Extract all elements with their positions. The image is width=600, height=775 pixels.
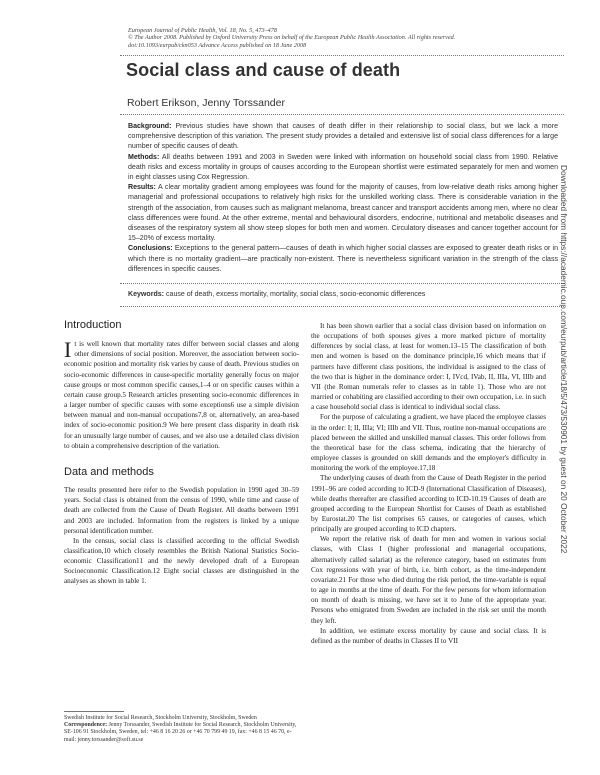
abstract-background [128, 122, 558, 153]
keywords-text: cause of death, excess mortality, mortality, social class, socio-economic differences [166, 291, 426, 298]
methods-text: All deaths between 1991 and 2003 in Sweden were linked with information on household social class from 1990. Relative death risks and excess mortality in groups of causes according to the European shortlist were estimated separately for men and women in eight classes using Cox Regression. [128, 153, 558, 182]
introduction-heading: Introduction [64, 319, 122, 331]
copyright-line: © The Author 2008. Published by Oxford University Press on behalf of the European Public Health Association. All rights reserved. [128, 34, 456, 42]
abstract-results [128, 183, 558, 244]
data-methods-heading: Data and methods [64, 465, 154, 478]
abstract-top-divider [120, 114, 564, 115]
affiliation: Swedish Institute for Social Research, Stockholm University, Stockholm, Sweden [64, 715, 257, 721]
abstract [128, 122, 558, 275]
conclusions-label: Conclusions: [128, 245, 173, 253]
background-label: Background: [128, 123, 172, 130]
keywords-bottom-divider [120, 306, 564, 307]
data-paragraph-2: In the census, social class is classified according to the official Swedish classification,10 which closely resembles the British National Statistics Socio-economic Classification11 and the newly developed draft of a European Socioeconomic Classification.12 Eight social classes are distinguished in the analyses as shown in table 1. [64, 536, 299, 586]
right-paragraph-4: We report the relative risk of death for men and women in various social classes, with Class I (higher professional and managerial occupations, alternatively called salariat) as the reference category, based on estimates from Cox regressions with year of birth, i.e. birth cohort, as the time-independent covariate.21 For those who died during the risk period, the time-variable is equal to age in months at the time of death. For the few persons for whom information on month of death is missing, we have set it to June of the appropriate year. Persons who emigrated from Sweden are included in the risk set until the month they left. [311, 535, 546, 625]
dropcap: I [64, 337, 72, 363]
correspondence [64, 722, 299, 744]
methods-label: Methods: [128, 153, 160, 161]
abstract-methods [128, 153, 558, 184]
keywords [128, 291, 558, 298]
correspondence-text: Jenny Torssander, Swedish Institute for Social Research, Stockholm University, SE-106 91 Stockholm, Sweden, tel: +46 8 16 20 26 or +46 70 799 49 19, fax: +46 8 15 46 70, e-mail: jenny.torssander@sofi.su.se [64, 722, 297, 743]
footnote [64, 711, 299, 744]
left-column [64, 320, 299, 587]
article-authors: Robert Erikson, Jenny Torssander [127, 97, 285, 109]
journal-line: European Journal of Public Health, Vol. 18, No. 5, 473–478 [128, 27, 277, 34]
download-watermark: Downloaded from https://academic.oup.com/eurpub/article/18/5/473/530901 by guest on 20 October 2022 [559, 165, 569, 554]
introduction-paragraph [64, 339, 299, 451]
results-label: Results: [128, 184, 156, 192]
right-column [311, 321, 546, 646]
background-text: Previous studies have shown that causes of death differ in their relationship to social class, but we lack a more comprehensive description of this variation. The present study provides a detailed and extensive list of social class differences for a large number of specific causes of death. [128, 123, 558, 151]
right-paragraph-1: It has been shown earlier that a social class division based on information on the occupations of both spouses gives a more marked picture of mortality differences by social class, at least for women.13–15 The classification of both men and women is based on the dominance principle,16 which means that if partners have different class positions, the individual is assigned to the class of the two that is higher in the dominance order: I, IVcd, IVab, II, IIIa, VI, IIIb and VII (the Roman numerals refer to classes as in table 1). Those who are not married or cohabiting are classified according to their own occupation, i.e. in such a case household social class is identical to individual social class. [311, 322, 546, 412]
correspondence-label: Correspondence: [64, 722, 108, 729]
journal-header [128, 27, 558, 49]
article-title: Social class and cause of death [126, 60, 401, 80]
keywords-top-divider [120, 283, 564, 284]
right-paragraph-5: In addition, we estimate excess mortality by cause and social class. It is defined as the number of deaths in Classes II to VII [311, 626, 546, 645]
conclusions-text: Exceptions to the general pattern—causes of death in which higher social classes are exposed to greater death risks or in which there is no mortality gradient—are practically non-existent. There is nevertheless significant variation in the strength of the class differences in specific causes. [128, 245, 558, 273]
results-text: A clear mortality gradient among employees was found for the majority of causes, from low-relative death risks among higher managerial and professional occupations to relatively high risks for the unskilled working class. There is considerable variation in the strength of the association, from causes such as malignant melanoma, breast cancer and transport accidents among men, where no clear class differences were found. At the other extreme, mental and behavioural disorders, endocrine, nutritional and metabolic diseases and diseases of the respiratory system all show steep slopes for both men and women. Circulatory diseases and cancer together account for 15–20% of excess mortality. [128, 184, 559, 243]
header-divider [120, 55, 564, 56]
right-paragraph-2: For the purpose of calculating a gradient, we have placed the employee classes in the order: I; II, IIIa; VI; IIIb and VII. Thus, routine non-manual occupations are placed between the skilled and unskilled manual classes. This order follows from the theoretical base for the class schema, indicating that the hierarchy of employee classes is grounded on skill demands and the employer's difficulty in monitoring the work of the employee.17,18 [311, 413, 546, 473]
doi-line: doi:10.1093/eurpub/ckn053 Advance Access published on 18 June 2008 [128, 41, 307, 49]
footnote-divider [64, 711, 124, 712]
abstract-conclusions [128, 244, 558, 275]
keywords-label: Keywords: [128, 291, 165, 298]
data-paragraph-1: The results presented here refer to the Swedish population in 1990 aged 30–59 years. Social class is obtained from the census of 1990, while time and cause of death are collected from the Cause of Death Register. All deaths between 1991 and 2003 are included. Information from the registers is linked by a unique personal identification number. [64, 486, 299, 535]
right-paragraph-3: The underlying causes of death from the Cause of Death Register in the period 1991–96 are coded according to ICD-9 (International Classification of Diseases), while deaths thereafter are classified according to ICD-10.19 Causes of death are grouped according to the European Shortlist for Causes of Death as established by Eurostat.20 The list comprises 65 causes, or categories of causes, which principally are grouped according to ICD chapters. [311, 474, 546, 534]
introduction-text: t is well known that mortality rates differ between social classes and along other dimensions of social position. Moreover, the association between socio-economic position and mortality risk varies by cause of death. Previous studies on socio-economic differences in cause-specific mortality generally focus on major cause groups or most common specific causes,1–4 or on specific causes within a certain cause group.5 Research articles presenting socio-economic differences in a larger number of specific causes with some exceptions6 use a simple division between manual and non-manual occupations7,8 or, alternatively, an area-based index of socio-economic position.9 We here present class disparity in death risk for an unusually large number of causes, and we also use a detailed class division to obtain a comprehensive description of the variation. [64, 340, 299, 450]
